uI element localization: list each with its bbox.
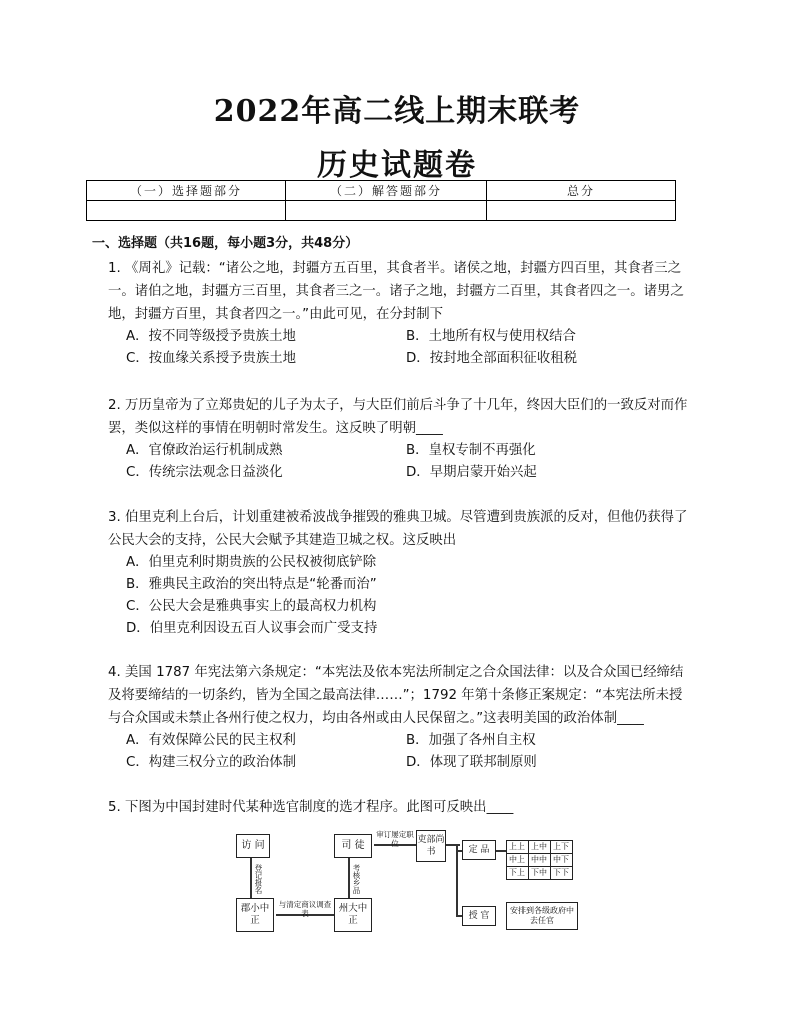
- score-table: [86, 180, 676, 221]
- box-junxiao: 郡小中正: [236, 898, 274, 932]
- label-yuqing: 与清定商议调查表: [278, 900, 332, 918]
- question-stem: 5. 下图为中国封建时代某种选官制度的选才程序。此图可反映出____: [108, 800, 514, 815]
- option-a[interactable]: A．有效保障公民的民主权利: [126, 733, 296, 748]
- exam-title: 2022年高二线上期末联考: [213, 94, 581, 129]
- grade-cell: 中上: [506, 853, 529, 867]
- question-stem: 3. 伯里克利上台后，计划重建被希波战争摧毁的雅典卫城。尽管遭到贵族派的反对，但他仍获得了公民大会的支持，公民大会赋予其建造卫城之权。这反映出: [108, 510, 688, 548]
- label-kaohe: 考核乡品: [352, 864, 361, 894]
- connector-line: [446, 844, 460, 846]
- selection-flow-diagram: [230, 826, 590, 936]
- question-stem: 1. 《周礼》记载：“诸公之地，封疆方五百里，其食者半。诸侯之地，封疆方四百里，其食者三之一。诸伯之地，封疆方三百里，其食者三之一。诸子之地，封疆方二百里，其食者四之一。诸男之地，封疆方百里，其食者四之一。”由此可见，在分封制下: [108, 261, 684, 322]
- option-c[interactable]: C．传统宗法观念日益淡化: [126, 465, 283, 480]
- box-libu: 吏部尚书: [416, 830, 446, 862]
- option-b[interactable]: B．皇权专制不再强化: [406, 443, 536, 458]
- grade-grid: [506, 840, 572, 879]
- box-zhouda: 州大中正: [334, 898, 372, 932]
- score-header-part2: （二）解答题部分: [286, 181, 487, 201]
- grade-cell: 下中: [528, 866, 551, 880]
- option-c[interactable]: C．构建三权分立的政治体制: [126, 755, 297, 770]
- options: [126, 326, 688, 370]
- question-1: [108, 257, 688, 370]
- grade-cell: 下下: [550, 866, 573, 880]
- box-dingpin: 定 品: [462, 840, 496, 860]
- box-situ: 司 徒: [334, 834, 372, 858]
- connector-line: [456, 844, 458, 916]
- connector-line: [250, 856, 252, 898]
- options: [126, 730, 688, 774]
- options: [126, 440, 688, 484]
- grade-cell: 中下: [550, 853, 573, 867]
- option-a[interactable]: A．伯里克利时期贵族的公民权被彻底铲除: [126, 555, 377, 570]
- score-cell-part2[interactable]: [286, 201, 487, 221]
- option-d[interactable]: D．伯里克利因设五百人议事会而广受支持: [126, 621, 378, 636]
- question-stem: 4. 美国 1787 年宪法第六条规定：“本宪法及依本宪法所制定之合众国法律：以及合众国已经缔结及将要缔结的一切条约，皆为全国之最高法律……”；1792 年第十条修正案规定：“本宪法所未授与合众国或未禁止各州行使之权力，均由各州或由人民保留之。”这表明美国的政治体制____: [108, 665, 684, 726]
- score-header-total: 总分: [487, 181, 676, 201]
- box-anpai: 安排到各级政府中去任官: [506, 902, 578, 930]
- option-a[interactable]: A．官僚政治运行机制成熟: [126, 443, 283, 458]
- option-c[interactable]: C．公民大会是雅典事实上的最高权力机构: [126, 599, 377, 614]
- grade-cell: 下上: [506, 866, 529, 880]
- grade-cell: 上上: [506, 840, 529, 854]
- question-5: [108, 796, 688, 819]
- connector-line: [496, 850, 506, 852]
- option-b[interactable]: B．雅典民主政治的突出特点是“轮番而治”: [126, 577, 377, 592]
- question-stem: 2. 万历皇帝为了立郑贵妃的儿子为太子，与大臣们前后斗争了十几年，终因大臣们的一致反对而作罢，类似这样的事情在明朝时常发生。这反映了明朝____: [108, 398, 688, 436]
- option-a[interactable]: A．按不同等级授予贵族土地: [126, 329, 296, 344]
- grade-cell: 中中: [528, 853, 551, 867]
- label-dengji: 登记报名: [254, 864, 263, 894]
- connector-line: [348, 856, 350, 898]
- options: [126, 552, 688, 640]
- question-4: [108, 661, 688, 774]
- exam-subtitle: 历史试题卷: [317, 148, 477, 183]
- question-3: [108, 506, 688, 640]
- option-c[interactable]: C．按血缘关系授予贵族土地: [126, 351, 297, 366]
- grade-cell: 上中: [528, 840, 551, 854]
- box-shouguan: 授 官: [462, 906, 496, 926]
- score-cell-part1[interactable]: [87, 201, 286, 221]
- question-2: [108, 394, 688, 484]
- option-b[interactable]: B．土地所有权与使用权结合: [406, 329, 576, 344]
- box-fangwen: 访 问: [236, 834, 270, 858]
- option-b[interactable]: B．加强了各州自主权: [406, 733, 536, 748]
- score-cell-total[interactable]: [487, 201, 676, 221]
- section-title: 一、选择题（共16题，每小题3分，共48分）: [92, 236, 359, 251]
- option-d[interactable]: D．按封地全部面积征收租税: [406, 351, 577, 366]
- score-header-part1: （一）选择题部分: [87, 181, 286, 201]
- label-shending: 审订屡定职位: [376, 830, 414, 848]
- option-d[interactable]: D．体现了联邦制原则: [406, 755, 537, 770]
- grade-cell: 上下: [550, 840, 573, 854]
- option-d[interactable]: D．早期启蒙开始兴起: [406, 465, 537, 480]
